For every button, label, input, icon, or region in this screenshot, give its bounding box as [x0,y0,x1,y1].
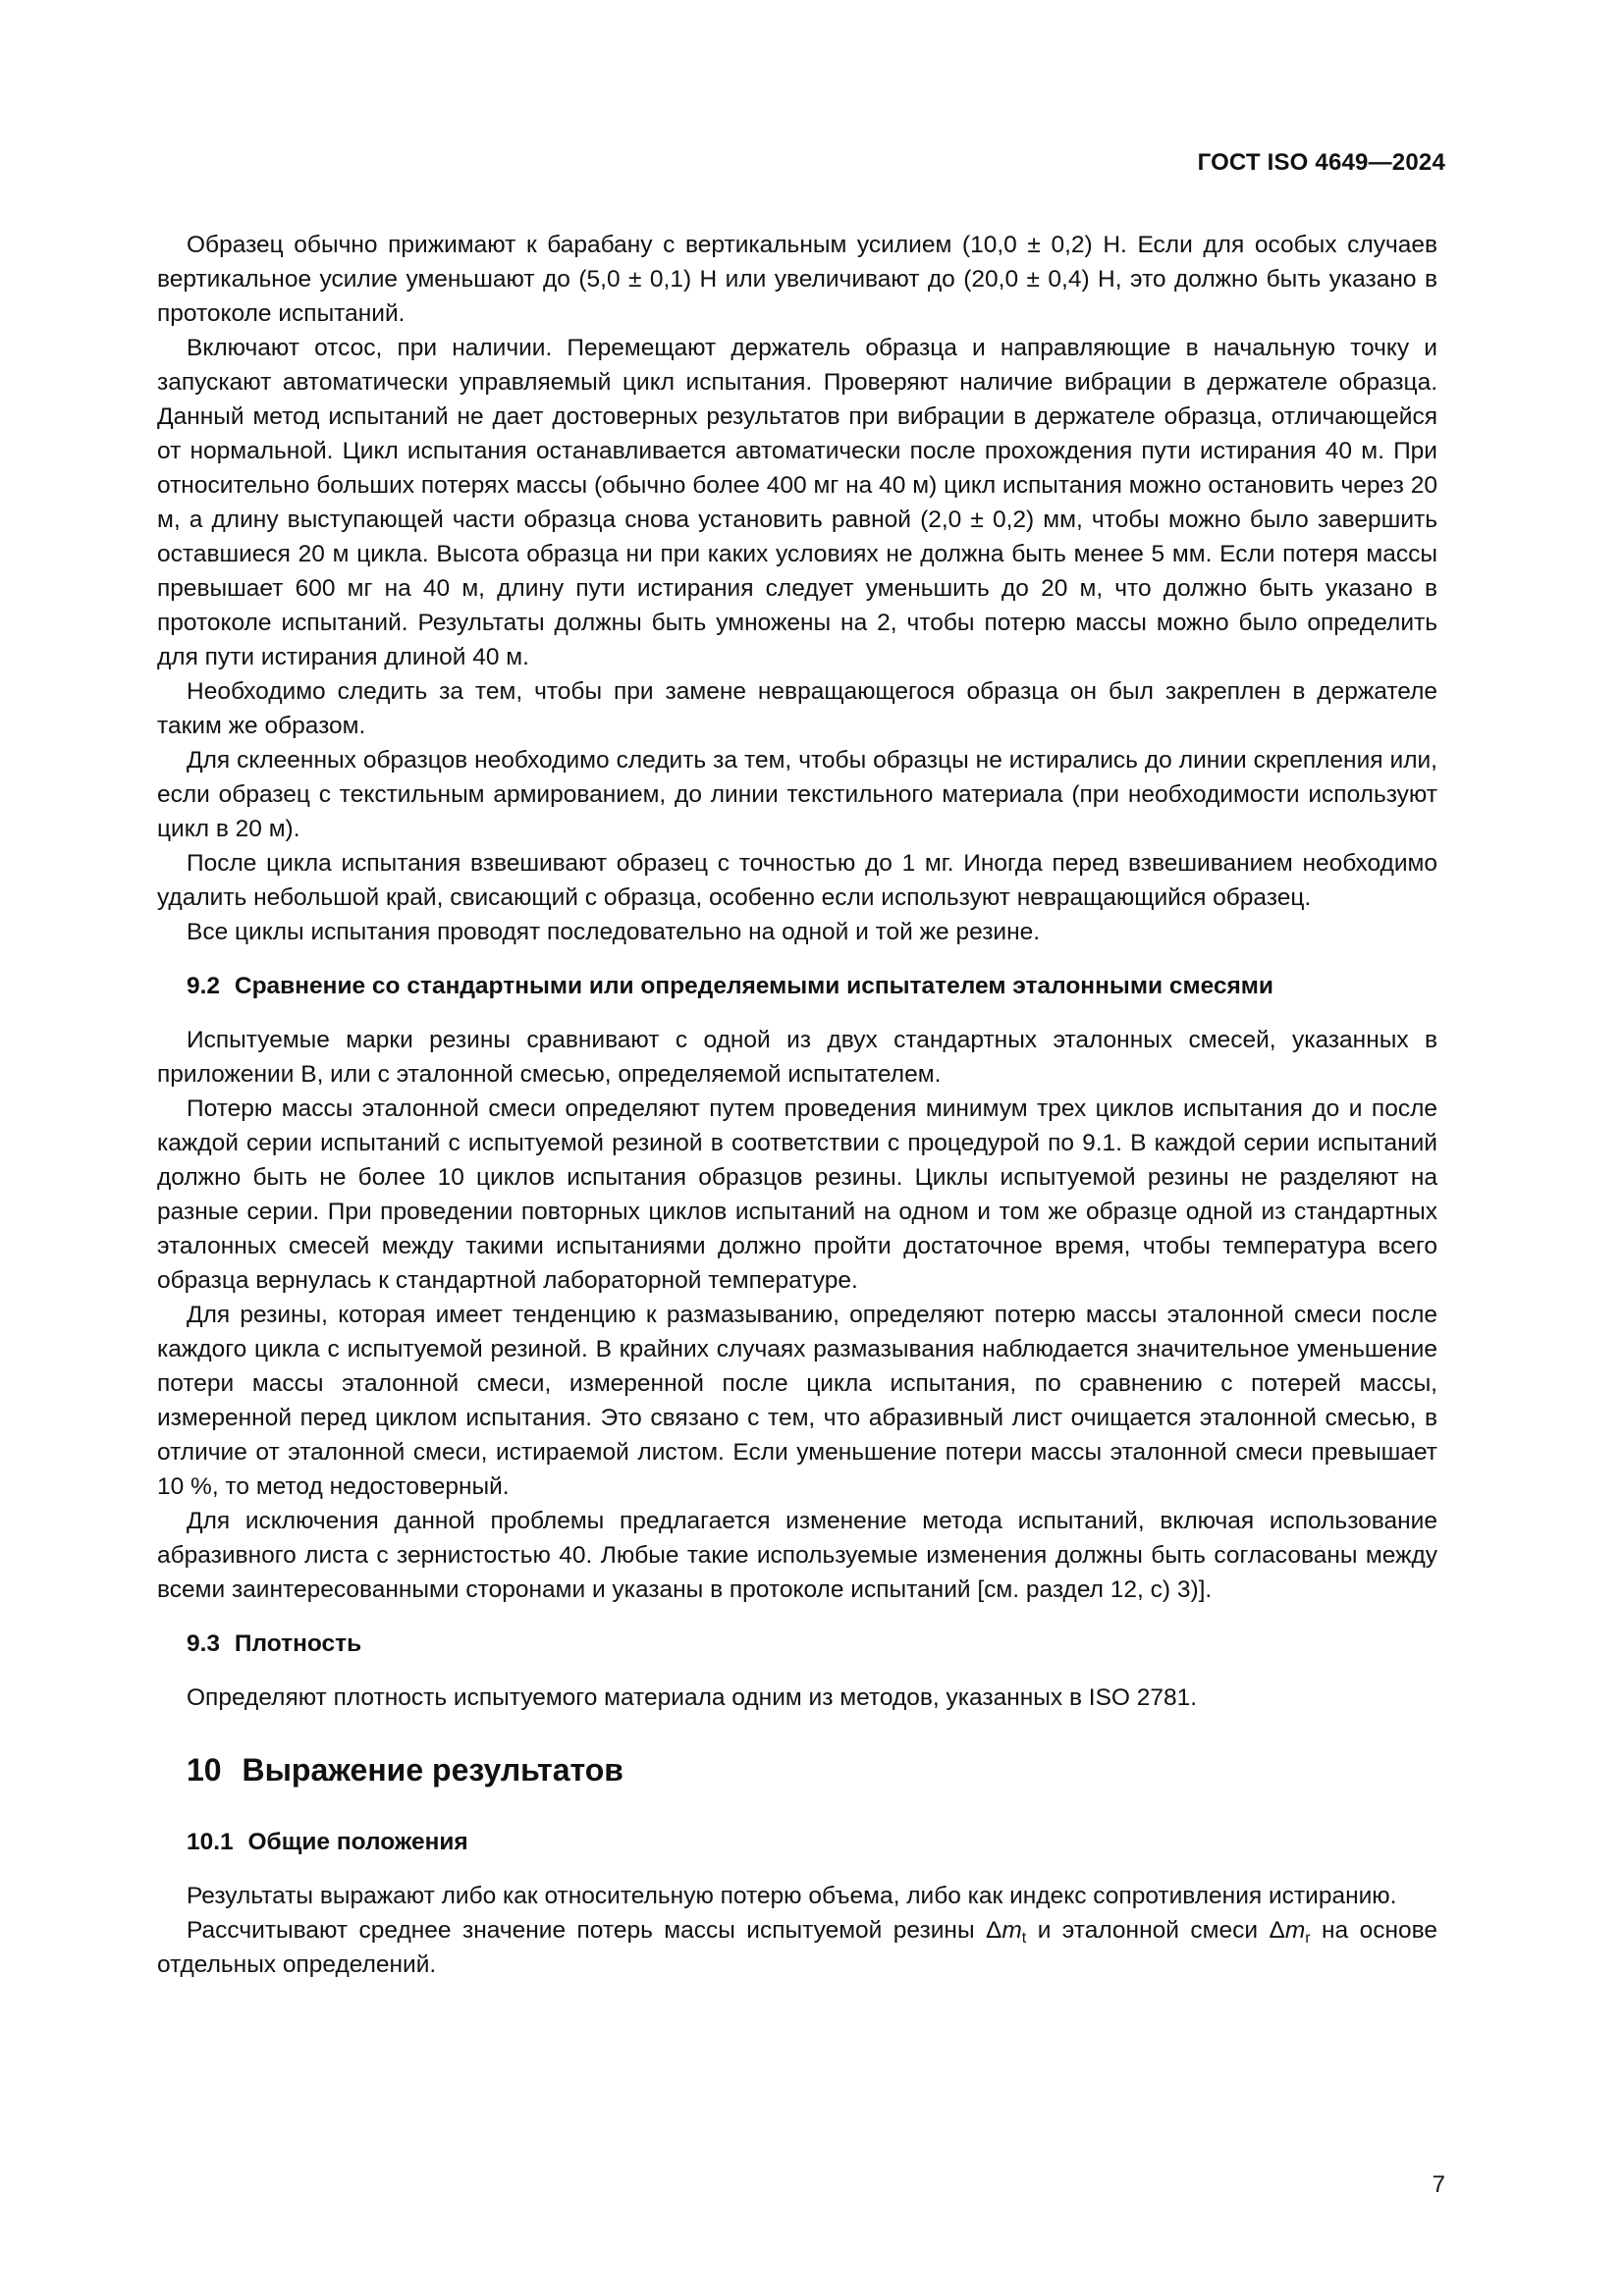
section-number: 10.1 [187,1829,234,1855]
section-number: 9.2 [187,973,221,999]
document-header: ГОСТ ISO 4649—2024 [1197,149,1445,176]
chapter-title: Выражение результатов [242,1752,623,1788]
chapter-heading-10 [187,1750,1437,1789]
section-heading-10-1 [187,1825,1437,1859]
math-symbol: m [1284,1917,1306,1944]
section-number: 9.3 [187,1630,221,1657]
paragraph: Для резины, которая имеет тенденцию к размазыванию, определяют потерю массы эталонной смеси после каждого цикла с испытуемой резиной. В крайних случаях размазывания наблюдается значительное уменьшение потери массы эталонной смеси, измеренной после цикла испытания, по сравнению с потерей массы, измеренной перед циклом испытания. Это связано с тем, что абразивный лист очищается эталонной смесью, в отличие от эталонной смеси, истираемой листом. Если уменьшение потери массы эталонной смеси превышает 10 %, то метод недостоверный. [157,1302,1437,1500]
page-number: 7 [1432,2171,1445,2198]
math-subscript: t [1021,1930,1027,1947]
paragraph: Результаты выражают либо как относительную потерю объема, либо как индекс сопротивления истиранию. [187,1883,1397,1909]
text-run: на основе отдельных определений. [157,1917,1437,1978]
math-subscript: r [1305,1930,1311,1947]
paragraph: Испытуемые марки резины сравнивают с одной из двух стандартных эталонных смесей, указанных в приложении В, или с эталонной смесью, определяемой испытателем. [157,1027,1437,1088]
page-content [157,228,1437,1982]
chapter-number: 10 [187,1752,222,1788]
paragraph: Для склеенных образцов необходимо следить за тем, чтобы образцы не истирались до линии скрепления или, если образец с текстильным армированием, до линии текстильного материала (при необходимости используют цикл в 20 м). [157,747,1437,842]
paragraph: После цикла испытания взвешивают образец с точностью до 1 мг. Иногда перед взвешиванием необходимо удалить небольшой край, свисающий с образца, особенно если используют невращающийся образец. [157,850,1437,911]
section-title: Общие положения [247,1829,468,1855]
section-title: Плотность [234,1630,362,1657]
paragraph: Для исключения данной проблемы предлагается изменение метода испытаний, включая использование абразивного листа с зернистостью 40. Любые такие используемые изменения должны быть согласованы между всеми заинтересованными сторонами и указаны в протоколе испытаний [см. раздел 12, с) 3)]. [157,1508,1437,1603]
paragraph-with-formula [157,1913,1437,1982]
math-symbol: m [1001,1917,1022,1944]
paragraph: Определяют плотность испытуемого материала одним из методов, указанных в ISO 2781. [187,1684,1198,1711]
text-run: и эталонной смеси Δ [1026,1917,1285,1944]
text-run: Рассчитывают среднее значение потерь массы испытуемой резины Δ [187,1917,1002,1944]
paragraph: Включают отсос, при наличии. Перемещают держатель образца и направляющие в начальную точку и запускают автоматически управляемый цикл испытания. Проверяют наличие вибрации в держателе образца. Данный метод испытаний не дает достоверных результатов при вибрации в держателе образца, отличающейся от нормальной. Цикл испытания останавливается автоматически после прохождения пути истирания 40 м. При относительно больших потерях массы (обычно более 400 мг на 40 м) цикл испытания можно остановить через 20 м, а длину выступающей части образца снова установить равной (2,0 ± 0,2) мм, чтобы можно было завершить оставшиеся 20 м цикла. Высота образца ни при каких условиях не должна быть менее 5 мм. Если потеря массы превышает 600 мг на 40 м, длину пути истирания следует уменьшить до 20 м, что должно быть указано в протоколе испытаний. Результаты должны быть умножены на 2, чтобы потерю массы можно было определить для пути истирания длиной 40 м. [157,335,1437,670]
paragraph: Образец обычно прижимают к барабану с вертикальным усилием (10,0 ± 0,2) Н. Если для особых случаев вертикальное усилие уменьшают до (5,0 ± 0,1) Н или увеличивают до (20,0 ± 0,4) Н, это должно быть указано в протоколе испытаний. [157,232,1437,327]
section-heading-9-2 [187,969,1437,1003]
paragraph: Необходимо следить за тем, чтобы при замене невращающегося образца он был закреплен в держателе таким же образом. [157,678,1437,739]
paragraph: Потерю массы эталонной смеси определяют путем проведения минимум трех циклов испытания до и после каждой серии испытаний с испытуемой резиной в соответствии с процедурой по 9.1. В каждой серии испытаний должно быть не более 10 циклов испытания образцов резины. Циклы испытуемой резины не разделяют на разные серии. При проведении повторных циклов испытаний на одном и том же образце одной из стандартных эталонных смесей между такими испытаниями должно пройти достаточное время, чтобы температура всего образца вернулась к стандартной лабораторной температуре. [157,1095,1437,1294]
section-title: Сравнение со стандартными или определяемыми испытателем эталонными смесями [234,973,1273,999]
paragraph: Все циклы испытания проводят последовательно на одной и той же резине. [187,919,1041,945]
section-heading-9-3 [187,1627,1437,1661]
